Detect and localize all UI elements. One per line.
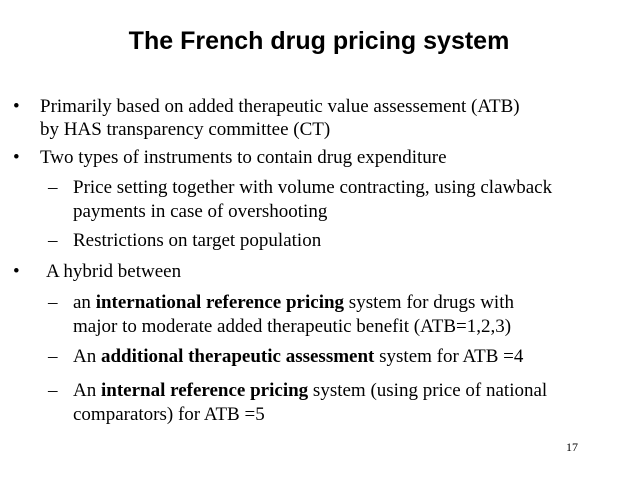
bullet-3-sub-3-line-1 <box>73 380 547 402</box>
sub-2-pre: An <box>73 346 101 367</box>
sub-1-post: system for drugs with <box>344 292 514 313</box>
sub-2-post: system for ATB =4 <box>374 346 524 367</box>
bullet-3-text: A hybrid between <box>46 261 182 282</box>
sub-2-bold: additional therapeutic assessment <box>100 346 375 367</box>
dash-icon: – <box>48 380 58 401</box>
slide-title: The French drug pricing system <box>128 27 510 55</box>
sub-3-post: system (using price of national <box>308 380 548 401</box>
dash-icon: – <box>48 346 58 367</box>
bullet-2-sub-1-line-2: payments in case of overshooting <box>73 201 328 222</box>
bullet-3-sub-1-line-2: major to moderate added therapeutic benefit (ATB=1,2,3) <box>73 316 512 337</box>
bullet-icon: • <box>13 261 20 282</box>
bullet-3-sub-2-text <box>73 346 523 368</box>
bullet-2-sub-2-text: Restrictions on target population <box>73 230 322 251</box>
sub-3-pre: An <box>73 380 101 401</box>
bullet-3-sub-3-line-2: comparators) for ATB =5 <box>73 404 265 425</box>
bullet-3-sub-1-line-1 <box>73 292 514 314</box>
bullet-icon: • <box>13 96 20 117</box>
bullet-2-text: Two types of instruments to contain drug expenditure <box>40 147 447 168</box>
bullet-icon: • <box>13 147 20 168</box>
sub-1-pre: an <box>73 292 96 313</box>
dash-icon: – <box>48 230 58 251</box>
dash-icon: – <box>48 177 58 198</box>
dash-icon: – <box>48 292 58 313</box>
sub-1-bold: international reference pricing <box>95 292 345 313</box>
sub-3-bold: internal reference pricing <box>100 380 309 401</box>
bullet-2-sub-1-line-1: Price setting together with volume contracting, using clawback <box>73 177 553 198</box>
page-number: 17 <box>566 440 578 454</box>
bullet-1-line-1: Primarily based on added therapeutic value assessement (ATB) <box>40 96 520 117</box>
bullet-1-line-2: by HAS transparency committee (CT) <box>40 119 331 140</box>
